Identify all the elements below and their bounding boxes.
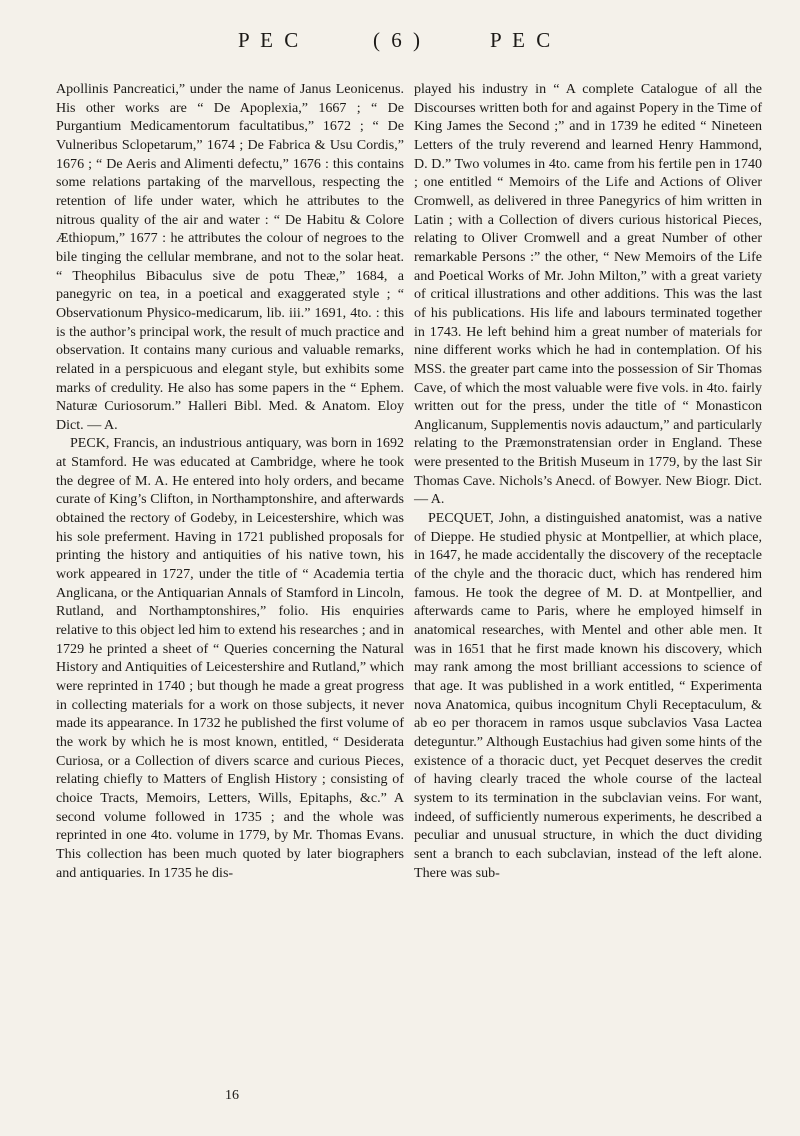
- left-column: [56, 80, 404, 882]
- paragraph-peck-continued: played his industry in “ A complete Catalogue of all the Discourses written both for and against Popery in the Time of King James the Second ;” and in 1739 he edited “ Nineteen Letters of the truly reverend and learned Henry Hammond, D. D.” Two volumes in 4to. came from his fertile pen in 1740 ; one entitled “ Memoirs of the Life and Actions of Oliver Cromwell, as delivered in three Panegyrics of him written in Latin ; with a Collection of divers curious historical Pieces, relating to Oliver Cromwell and a great Number of other remarkable Persons :” the other, “ New Memoirs of the Life and Poetical Works of Mr. John Milton,” with a great variety of critical illustrations and other additions. This was the last of his publications. His life and labours terminated together in 1743. He left behind him a great number of materials for nine different works which he had in contemplation. Of his MSS. the greater part came into the possession of Sir Thomas Cave, of which the most valuable were five vols. in 4to. fairly written out for the press, under the title of “ Monasticon Anglicanum, Supplementis novis adauctum,” and particularly relating to the Præmonstratensian order in England. These were presented to the British Museum in 1779, by the last Sir Thomas Cave. Nichols’s Anecd. of Bowyer. New Biogr. Dict. — A.: [414, 81, 762, 508]
- paragraph-pecquet-john: PECQUET, John, a distinguished anatomist, was a native of Dieppe. He studied physic at Montpellier, at which place, in 1647, he made accidentally the discovery of the receptacle of the chyle and the thoracic duct, which has rendered him famous. He took the degree of M. D. at Montpellier, and afterwards came to Paris, where he employed himself in anatomical researches, with Mentel and other able men. It was in 1651 that he first made known his discovery, which may rank among the most brilliant accessions to science of that age. It was published in a work entitled, “ Experimenta nova Anatomica, quibus incognitum Chyli Receptaculum, & ab eo per thoracem in ramos usque subclavios Vasa Lactea deteguntur.” Although Eustachius had given some hints of the existence of a thoracic duct, yet Pecquet deserves the credit of having clearly traced the whole course of the lacteal system to its termination in the subclavian veins. For want, indeed, of sufficiently numerous experiments, he described a peculiar and unusual structure, in which the duct dividing sent a branch to each subclavian, instead of the left alone. There was sub-: [414, 510, 762, 881]
- signature-mark: 16: [225, 1088, 239, 1103]
- header-right: P E C: [490, 28, 554, 52]
- right-column: [414, 80, 762, 882]
- page-number: ( 6 ): [373, 28, 423, 52]
- paragraph-pechlin-continued: Apollinis Pancreatici,” under the name of Janus Leonicenus. His other works are “ De Apoplexia,” 1667 ; “ De Purgantium Medicamentorum facultatibus,” 1672 ; “ De Vulneribus Sclopetarum,” 1674 ; De Fabrica & Usu Cordis,” 1676 ; “ De Aeris and Alimenti defectu,” 1676 : this contains some relations partaking of the marvellous, respecting the retention of life under water, which he attributes to the nitrous quality of the air and water : “ De Habitu & Colore Æthiopum,” 1677 : he attributes the colour of negroes to the bile tinging the cellular membrane, and not to the solar heat. “ Theophilus Bibaculus sive de potu Theæ,” 1684, a panegyric on tea, in a poetical and exaggerated style ; “ Observationum Physico-medicarum, lib. iii.” 1691, 4to. : this is the author’s principal work, the result of much practice and observation. It contains many curious and valuable remarks, related in a perspicuous and elegant style, but exhibits some marks of credulity. He also has some papers in the “ Ephem. Naturæ Curiosorum.” Halleri Bibl. Med. & Anatom. Eloy Dict. — A.: [56, 81, 404, 433]
- paragraph-peck-francis: PECK, Francis, an industrious antiquary, was born in 1692 at Stamford. He was educated at Cambridge, where he took the degree of M. A. He entered into holy orders, and became curate of King’s Clifton, in Northamptonshire, and afterwards obtained the rectory of Godeby, in Leicestershire, which was his sole preferment. Having in 1721 published proposals for printing the history and antiquities of his native town, his work appeared in 1727, under the title of “ Academia tertia Anglicana, or the Antiquarian Annals of Stamford in Lincoln, Rutland, and Northamptonshires,” folio. His enquiries relative to this object led him to extend his researches ; and in 1729 he printed a sheet of “ Queries concerning the Natural History and Antiquities of Leicestershire and Rutland,” which were reprinted in 1740 ; but though he made a great progress in collecting materials for a work on those subjects, it never made its appearance. In 1732 he published the first volume of the work by which he is most known, entitled, “ Desiderata Curiosa, or a Collection of divers scarce and curious Pieces, relating chiefly to Matters of English History ; consisting of choice Tracts, Memoirs, Letters, Wills, Epitaphs, &c.” A second volume followed in 1735 ; and the whole was reprinted in one 4to. volume in 1779, by Mr. Thomas Evans. This collection has been much quoted by later biographers and antiquaries. In 1735 he dis-: [56, 435, 404, 881]
- running-header: [0, 28, 800, 62]
- header-left: P E C: [238, 28, 302, 52]
